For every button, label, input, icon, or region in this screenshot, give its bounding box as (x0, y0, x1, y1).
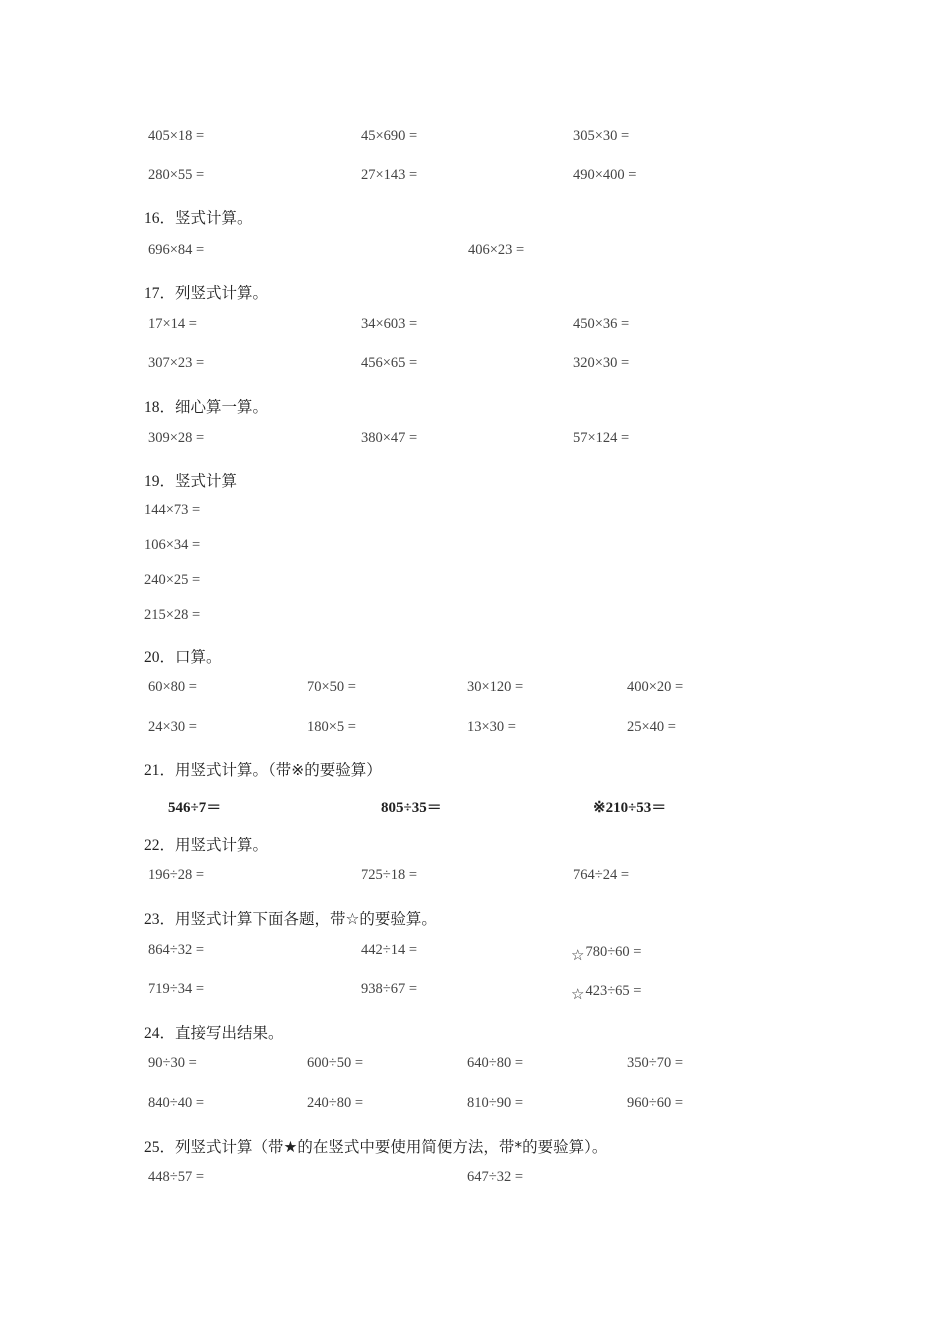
expression: 640÷80 = (467, 1055, 524, 1071)
expression: 960÷60 = (627, 1095, 684, 1111)
expression: 938÷67 = (361, 981, 418, 997)
expression: 57×124 = (573, 430, 630, 446)
top-row-2 (0, 167, 950, 189)
expression: 864÷32 = (148, 942, 205, 958)
expression: 215×28 = (144, 607, 201, 623)
expression: ※210÷53＝ (593, 800, 667, 816)
expression: 196÷28 = (148, 867, 205, 883)
expression: 400×20 = (627, 679, 684, 695)
expression: 305×30 = (573, 128, 630, 144)
starred-expression: ☆423÷65 = (571, 983, 642, 1003)
expression: 280×55 = (148, 167, 205, 183)
starred-expression: ☆780÷60 = (571, 944, 642, 964)
expression: 34×603 = (361, 316, 418, 332)
expression: 719÷34 = (148, 981, 205, 997)
expression: 546÷7＝ (168, 800, 222, 816)
question-23-title: 23．用竖式计算下面各题，带☆的要验算。 (144, 910, 437, 928)
expression: 240×25 = (144, 572, 201, 588)
expression: 350÷70 = (627, 1055, 684, 1071)
question-19-title: 19．竖式计算 (144, 472, 238, 490)
expression: 450×36 = (573, 316, 630, 332)
question-21-row (0, 796, 950, 818)
expression: 805÷35＝ (381, 800, 442, 816)
expression: 45×690 = (361, 128, 418, 144)
expression: 30×120 = (467, 679, 524, 695)
expression: 810÷90 = (467, 1095, 524, 1111)
question-19-item-4 (0, 607, 950, 629)
question-25-row (0, 1169, 950, 1191)
question-22-title: 22．用竖式计算。 (144, 836, 269, 854)
expression: 696×84 = (148, 242, 205, 258)
question-19-item-1 (0, 502, 950, 524)
expression: 60×80 = (148, 679, 197, 695)
expression: 448÷57 = (148, 1169, 205, 1185)
expression: 90÷30 = (148, 1055, 197, 1071)
question-20-row-1 (0, 679, 950, 701)
expression: 240÷80 = (307, 1095, 364, 1111)
expression: 456×65 = (361, 355, 418, 371)
question-20-row-2 (0, 719, 950, 741)
expression: 106×34 = (144, 537, 201, 553)
question-24-row-1 (0, 1055, 950, 1077)
expression: 647÷32 = (467, 1169, 524, 1185)
question-21-title: 21．用竖式计算。（带※的要验算） (144, 761, 382, 779)
expression: 840÷40 = (148, 1095, 205, 1111)
expression: 144×73 = (144, 502, 201, 518)
star-outline-icon: ☆ (571, 985, 585, 1003)
question-20-title: 20．口算。 (144, 648, 222, 666)
expression: 380×47 = (361, 430, 418, 446)
question-16-row (0, 242, 950, 264)
expression: 17×14 = (148, 316, 197, 332)
question-17-title: 17．列竖式计算。 (144, 284, 269, 302)
expression: 70×50 = (307, 679, 356, 695)
question-18-row (0, 430, 950, 452)
expression: 490×400 = (573, 167, 637, 183)
question-25-title: 25．列竖式计算（带★的在竖式中要使用简便方法，带*的要验算）。 (144, 1138, 608, 1156)
question-17-row-1 (0, 316, 950, 338)
expression: 320×30 = (573, 355, 630, 371)
expression: 764÷24 = (573, 867, 630, 883)
question-17-row-2 (0, 355, 950, 377)
expression: 13×30 = (467, 719, 516, 735)
expression: 307×23 = (148, 355, 205, 371)
question-18-title: 18．细心算一算。 (144, 398, 269, 416)
question-24-row-2 (0, 1095, 950, 1117)
question-24-title: 24．直接写出结果。 (144, 1024, 284, 1042)
question-19-item-3 (0, 572, 950, 594)
star-outline-icon: ☆ (571, 946, 585, 964)
expression: 725÷18 = (361, 867, 418, 883)
expression: 406×23 = (468, 242, 525, 258)
expression: 405×18 = (148, 128, 205, 144)
expression: 442÷14 = (361, 942, 418, 958)
expression: 600÷50 = (307, 1055, 364, 1071)
expression: 27×143 = (361, 167, 418, 183)
question-19-item-2 (0, 537, 950, 559)
expression: 180×5 = (307, 719, 356, 735)
top-row-1 (0, 128, 950, 150)
question-22-row (0, 867, 950, 889)
expression: 309×28 = (148, 430, 205, 446)
expression: 24×30 = (148, 719, 197, 735)
question-23-row-1 (0, 942, 950, 964)
question-23-row-2 (0, 981, 950, 1003)
question-16-title: 16．竖式计算。 (144, 209, 253, 227)
expression: 25×40 = (627, 719, 676, 735)
